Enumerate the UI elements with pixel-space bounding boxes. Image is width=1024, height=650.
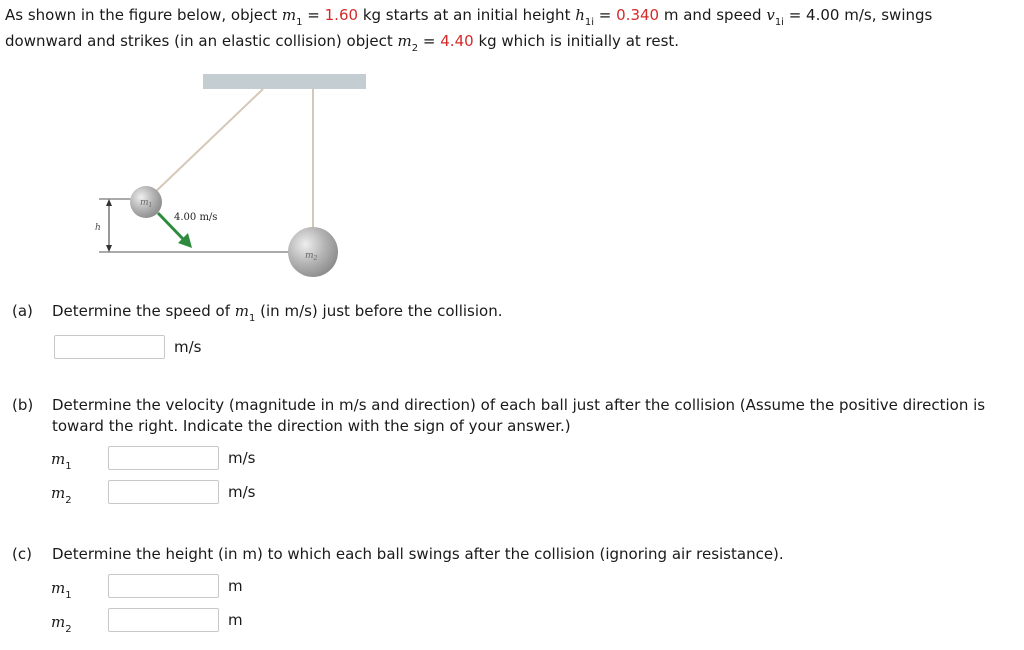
part-a-text: Determine the speed of — [52, 302, 235, 320]
part-a-text: (in m/s) just before the collision. — [255, 302, 503, 320]
part-c-tag: (c) — [12, 545, 32, 563]
part-a-unit: m/s — [174, 338, 202, 356]
h-symbol: h — [575, 6, 585, 24]
v-symbol: v — [766, 6, 775, 24]
part-b-tag: (b) — [12, 396, 34, 414]
part-b-m1-velocity-input[interactable] — [108, 446, 219, 470]
m1-value: 1.60 — [324, 6, 359, 24]
part-b-m2-velocity-input[interactable] — [108, 480, 219, 504]
part-a-speed-input[interactable] — [54, 335, 165, 359]
h-subscript: 1i — [584, 17, 595, 28]
ceiling-bar — [203, 74, 366, 89]
part-c-text: Determine the height (in m) to which each ball swings after the collision (ignoring air resistance). — [52, 545, 784, 563]
statement-text: kg which is initially at rest. — [473, 32, 680, 50]
part-b-m1-unit: m/s — [228, 449, 256, 467]
part-b-m2-unit: m/s — [228, 483, 256, 501]
m2-subscript: 2 — [411, 43, 419, 54]
equals-sign: = — [594, 6, 617, 24]
part-b-m1-label: $m_1$ — [51, 450, 72, 472]
part-c-m1-height-input[interactable] — [108, 574, 219, 598]
height-arrow-down-icon — [106, 245, 112, 252]
equals-sign: = — [418, 32, 441, 50]
part-c-m1-label: $m_1$ — [51, 579, 72, 601]
m1-symbol: m — [281, 6, 297, 24]
statement-text: downward and strikes (in an elastic collision) object — [5, 32, 398, 50]
part-c-m2-label: $m_2$ — [51, 613, 72, 635]
part-b-question-line-2: toward the right. Indicate the direction with the sign of your answer.) — [52, 417, 571, 435]
m2-symbol: m — [397, 32, 412, 50]
part-c-m1-unit: m — [228, 577, 243, 595]
statement-text: kg starts at an initial height — [358, 6, 576, 24]
figure-speed-label: 4.00 m/s — [174, 212, 218, 223]
string-m1 — [150, 89, 263, 197]
part-c-question — [12, 544, 784, 564]
m2-value: 4.40 — [440, 32, 474, 50]
part-a-m1-symbol: m — [234, 302, 250, 320]
part-b-m2-label: $m_2$ — [51, 484, 72, 506]
v-subscript: 1i — [774, 17, 784, 28]
height-arrow-up-icon — [106, 199, 112, 206]
figure-m1-label: $m_1$ — [140, 198, 153, 209]
figure-h-label: h — [95, 223, 101, 233]
part-b-text: Determine the velocity (magnitude in m/s and direction) of each ball just after the collision (Assume the positive direction is — [52, 396, 986, 414]
h-value: 0.340 — [616, 6, 660, 24]
figure-m2-label: $m_2$ — [305, 251, 318, 262]
equals-sign: = — [302, 6, 325, 24]
part-c-m2-height-input[interactable] — [108, 608, 219, 632]
m1-subscript: 1 — [296, 17, 303, 28]
statement-text: = 4.00 m/s, swings — [783, 6, 933, 24]
part-a-question — [12, 301, 503, 324]
statement-text: m and speed — [659, 6, 767, 24]
part-a-tag: (a) — [12, 302, 33, 320]
part-c-m2-unit: m — [228, 611, 243, 629]
part-b-question-line-1 — [12, 395, 985, 415]
statement-text: As shown in the figure below, object — [5, 6, 282, 24]
part-a-m1-subscript: 1 — [249, 313, 256, 324]
